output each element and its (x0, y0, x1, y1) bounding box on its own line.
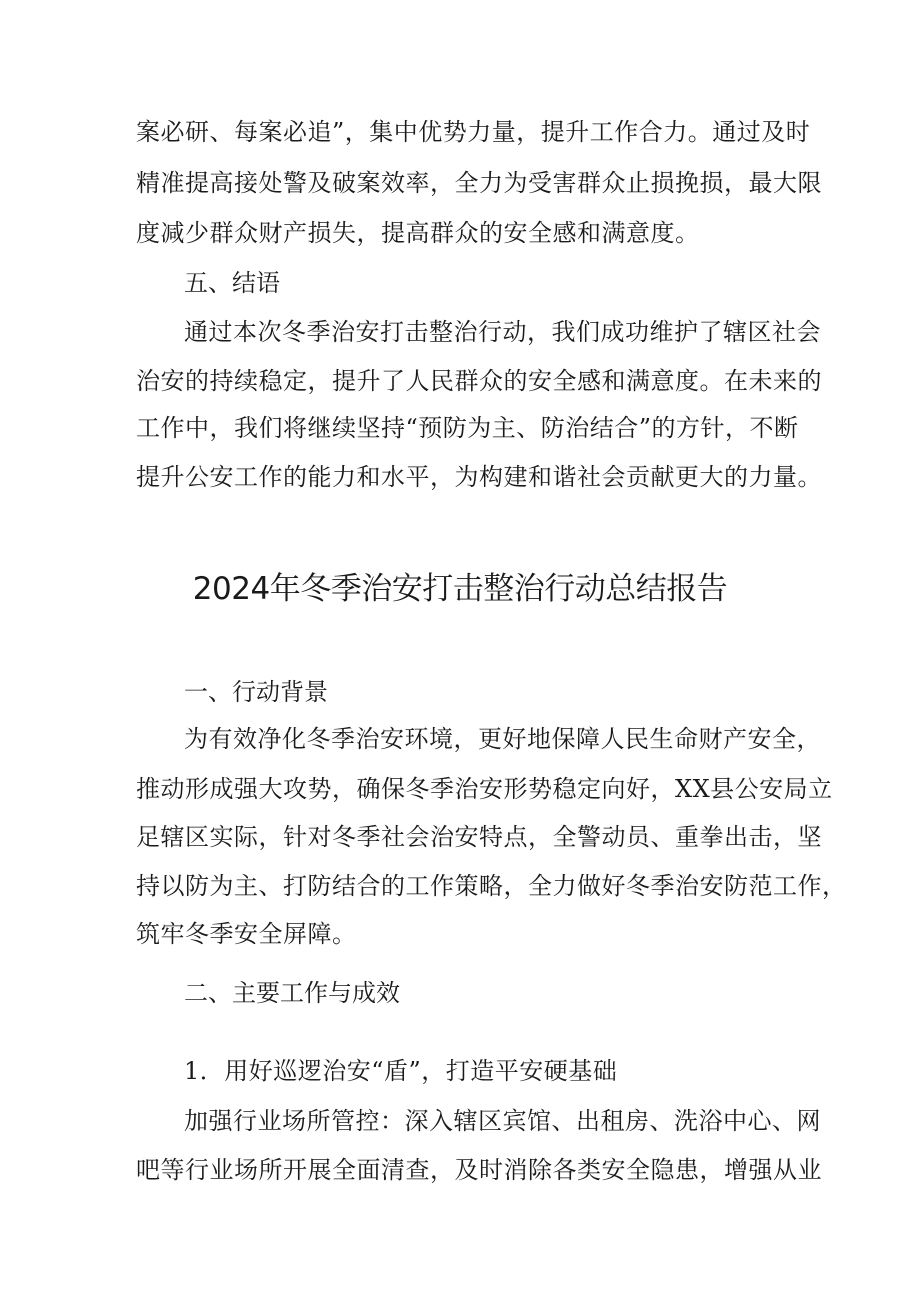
paragraph-line: 推动形成强大攻势，确保冬季治安形势稳定向好，XX县公安局立 (136, 775, 833, 803)
paragraph-line: 工作中，我们将继续坚持“预防为主、防治结合”的方针，不断 (136, 414, 799, 442)
paragraph-line: 精准提高接处警及破案效率，全力为受害群众止损挽损，最大限 (136, 169, 822, 197)
paragraph-line: 提升公安工作的能力和水平，为构建和谐社会贡献更大的力量。 (136, 463, 822, 491)
paragraph-line: 为有效净化冬季治安环境，更好地保障人民生命财产安全， (184, 725, 821, 753)
paragraph-line: 筑牢冬季安全屏障。 (136, 920, 357, 948)
section-heading-background: 一、行动背景 (184, 678, 328, 706)
report-title: 2024年冬季治安打击整治行动总结报告 (192, 571, 728, 607)
section-heading-conclusion: 五、结语 (184, 269, 280, 297)
paragraph-line: 通过本次冬季治安打击整治行动，我们成功维护了辖区社会 (184, 318, 821, 346)
paragraph-line: 加强行业场所管控：深入辖区宾馆、出租房、洗浴中心、网 (184, 1107, 821, 1135)
section-heading-main-work: 二、主要工作与成效 (184, 979, 400, 1007)
paragraph-line: 案必研、每案必追”，集中优势力量，提升工作合力。通过及时 (136, 118, 811, 146)
paragraph-line: 治安的持续稳定，提升了人民群众的安全感和满意度。在未来的 (136, 367, 822, 395)
paragraph-line: 度减少群众财产损失，提高群众的安全感和满意度。 (136, 219, 700, 247)
subsection-heading: 1．用好巡逻治安“盾”，打造平安硬基础 (184, 1057, 618, 1085)
paragraph-line: 足辖区实际，针对冬季社会治安特点，全警动员、重拳出击，坚 (136, 823, 822, 851)
paragraph-line: 持以防为主、打防结合的工作策略，全力做好冬季治安防范工作， (136, 872, 847, 900)
paragraph-line: 吧等行业场所开展全面清查，及时消除各类安全隐患，增强从业 (136, 1156, 822, 1184)
